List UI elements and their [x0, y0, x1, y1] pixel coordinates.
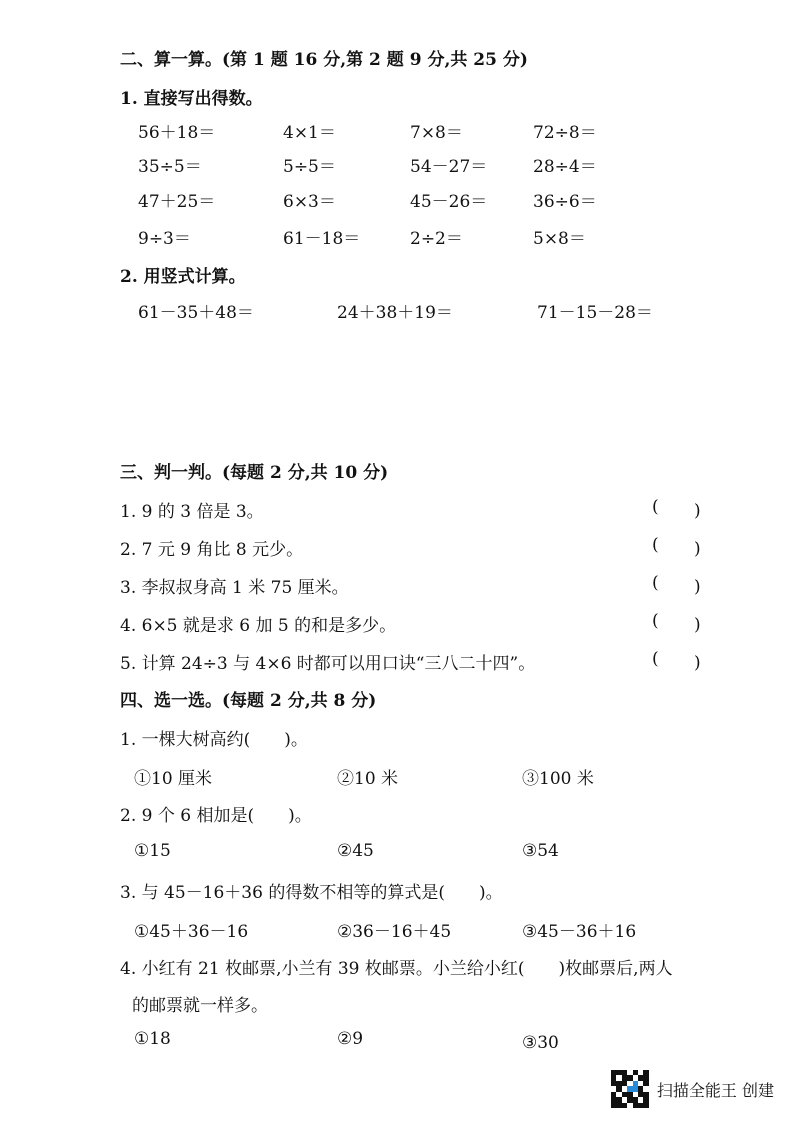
- calc-item: 61－18＝: [283, 229, 361, 249]
- choice-option: ①18: [134, 1029, 171, 1049]
- choice-option: ②36－16＋45: [337, 922, 452, 942]
- choice-option: ①15: [134, 841, 171, 861]
- calc-item: 5×8＝: [533, 229, 586, 249]
- choice-option: ③100 米: [522, 769, 594, 789]
- answer-paren-open: (: [652, 649, 659, 669]
- judge-item: 5. 计算 24÷3 与 4×6 时都可以用口诀“三八二十四”。: [120, 654, 536, 674]
- judge-item: 1. 9 的 3 倍是 3。: [120, 502, 264, 522]
- section2-title: 二、算一算。(第 1 题 16 分,第 2 题 9 分,共 25 分): [120, 50, 528, 70]
- answer-paren-open: (: [652, 573, 659, 593]
- section2-q2-title: 2. 用竖式计算。: [120, 267, 246, 287]
- choice-question: 4. 小红有 21 枚邮票,小兰有 39 枚邮票。小兰给小红( )枚邮票后,两人: [120, 959, 673, 979]
- choice-option: ③54: [522, 841, 559, 861]
- vertical-calc-item: 71－15－28＝: [537, 303, 653, 323]
- section2-q1-title: 1. 直接写出得数。: [120, 89, 263, 109]
- section3-title: 三、判一判。(每题 2 分,共 10 分): [120, 463, 389, 483]
- calc-item: 2÷2＝: [410, 229, 463, 249]
- calc-item: 36÷6＝: [533, 192, 597, 212]
- answer-paren-close: ): [694, 653, 701, 673]
- choice-option: ②9: [337, 1029, 364, 1049]
- scanner-watermark: [611, 1070, 774, 1108]
- calc-item: 35÷5＝: [138, 157, 202, 177]
- judge-item: 4. 6×5 就是求 6 加 5 的和是多少。: [120, 616, 397, 636]
- calc-item: 7×8＝: [410, 123, 463, 143]
- choice-option: ③30: [522, 1033, 559, 1053]
- section4-title: 四、选一选。(每题 2 分,共 8 分): [120, 691, 377, 711]
- vertical-calc-item: 61－35＋48＝: [138, 303, 254, 323]
- calc-item: 56＋18＝: [138, 123, 216, 143]
- answer-paren-close: ): [694, 539, 701, 559]
- calc-item: 47＋25＝: [138, 192, 216, 212]
- choice-question: 1. 一棵大树高约( )。: [120, 730, 308, 750]
- choice-option: ②10 米: [337, 769, 399, 789]
- answer-paren-close: ): [694, 577, 701, 597]
- choice-option: ②45: [337, 841, 374, 861]
- qr-code-icon: [611, 1070, 649, 1108]
- watermark-label: 扫描全能王 创建: [656, 1080, 774, 1100]
- calc-item: 5÷5＝: [283, 157, 336, 177]
- calc-item: 72÷8＝: [533, 123, 597, 143]
- calc-item: 45－26＝: [410, 192, 488, 212]
- answer-paren-open: (: [652, 611, 659, 631]
- calc-item: 54－27＝: [410, 157, 488, 177]
- judge-item: 2. 7 元 9 角比 8 元少。: [120, 540, 304, 560]
- calc-item: 28÷4＝: [533, 157, 597, 177]
- choice-question-continued: 的邮票就一样多。: [132, 996, 268, 1016]
- choice-question: 3. 与 45－16＋36 的得数不相等的算式是( )。: [120, 883, 503, 903]
- answer-paren-open: (: [652, 497, 659, 517]
- calc-item: 6×3＝: [283, 192, 336, 212]
- judge-item: 3. 李叔叔身高 1 米 75 厘米。: [120, 578, 349, 598]
- calc-item: 9÷3＝: [138, 229, 191, 249]
- choice-option: ①10 厘米: [134, 769, 213, 789]
- answer-paren-close: ): [694, 501, 701, 521]
- choice-option: ①45＋36－16: [134, 922, 249, 942]
- choice-question: 2. 9 个 6 相加是( )。: [120, 806, 312, 826]
- choice-option: ③45－36＋16: [522, 922, 637, 942]
- answer-paren-close: ): [694, 615, 701, 635]
- calc-item: 4×1＝: [283, 123, 336, 143]
- answer-paren-open: (: [652, 535, 659, 555]
- vertical-calc-item: 24＋38＋19＝: [337, 303, 453, 323]
